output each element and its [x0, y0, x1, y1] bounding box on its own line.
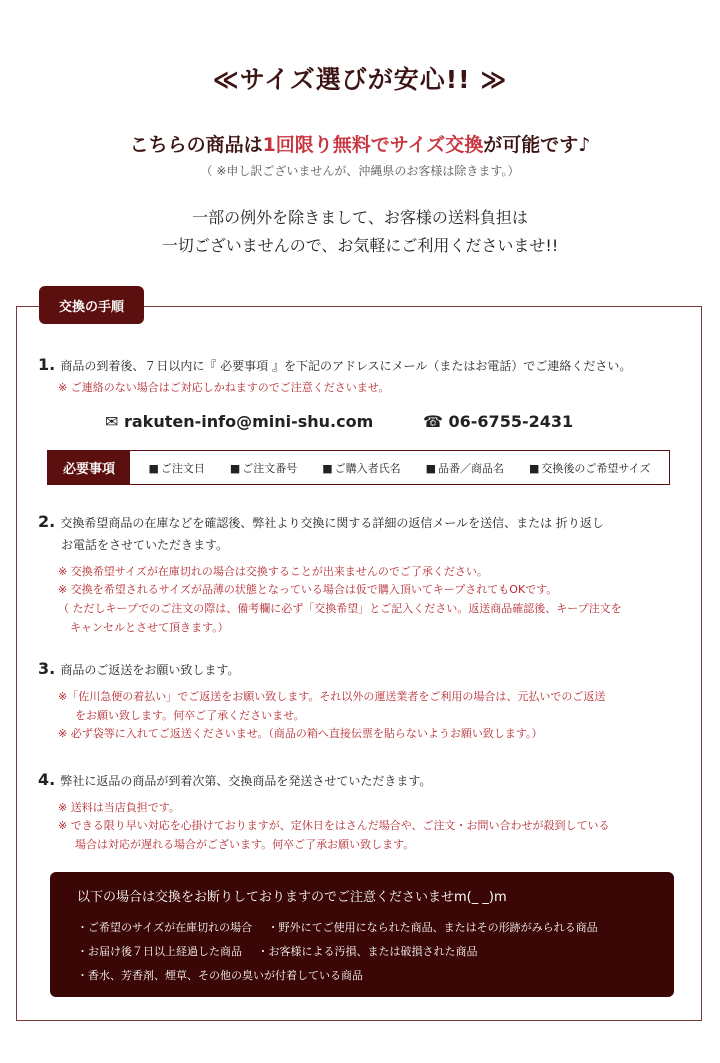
step-3 — [38, 659, 698, 678]
required-item: ■ ご購入者氏名 — [322, 460, 400, 476]
required-item: ■ 品番／商品名 — [426, 460, 504, 476]
step-1 — [38, 355, 698, 374]
lead-text — [0, 130, 720, 157]
required-item: ■ ご注文番号 — [230, 460, 297, 476]
lead-part2: が可能です♪ — [483, 134, 591, 156]
required-item: ■ 交換後のご希望サイズ — [529, 460, 651, 476]
body-line-1: 一部の例外を除きまして、お客様の送料負担は — [192, 208, 528, 227]
page-title: ≪サイズ選びが安心!! ≫ — [212, 65, 508, 94]
step-4 — [38, 770, 698, 789]
step-2 — [38, 512, 698, 531]
step-4-note: ※ できる限り早い対応を心掛けておりますが、定休日をはさんだ場合や、ご注文・お問い合わせが殺到している — [58, 819, 610, 832]
phone-icon: ☎ — [423, 412, 443, 431]
step-2-note: キャンセルとさせて頂きます。） — [70, 621, 229, 634]
exceptions-row — [77, 967, 375, 983]
contact-phone[interactable] — [423, 412, 573, 431]
body-line-2: 一切ございませんので、お気軽にご利用くださいませ!! — [161, 236, 559, 255]
exceptions-row — [77, 943, 490, 959]
step-4-note: 場合は対応が遅れる場合がございます。何卒ご了承お願い致します。 — [75, 838, 415, 851]
step-text: 弊社に返品の商品が到着次第、交換商品を発送させていただきます。 — [60, 774, 432, 788]
required-label: 必要事項 — [48, 451, 130, 484]
step-3-note: をお願い致します。何卒ご了承くださいませ。 — [75, 709, 305, 722]
procedure-tab: 交換の手順 — [39, 286, 144, 324]
step-number: 2. — [38, 512, 56, 531]
required-box — [47, 450, 670, 485]
lead-highlight: 1回限り無料でサイズ交換 — [262, 134, 484, 156]
step-number: 3. — [38, 659, 56, 678]
mail-icon: ✉ — [105, 412, 119, 431]
step-3-note: ※「佐川急便の着払い」でご返送をお願い致します。それ以外の運送業者をご利用の場合は、元払いでのご返送 — [58, 690, 606, 703]
step-3-note: ※ 必ず袋等に入れてご返送くださいませ。（商品の箱へ直接伝票を貼らないようお願い致します。） — [58, 727, 543, 740]
step-2-note: ※ 交換希望サイズが在庫切れの場合は交換することが出来ませんのでご了承ください。 — [58, 565, 488, 578]
exception-item: ・お客様による汚損、または破損された商品 — [257, 945, 478, 958]
step-2-note: （ ただしキープでのご注文の際は、備考欄に必ず「交換希望」とご記入ください。返送商品確認後、キープ注文を — [58, 602, 622, 615]
phone-text: 06-6755-2431 — [448, 412, 574, 431]
step-1-note: ※ ご連絡のない場合はご対応しかねますのでご注意くださいませ。 — [58, 381, 390, 394]
lead-note: （ ※申し訳ございませんが、沖縄県のお客様は除きます。） — [200, 164, 520, 178]
required-item: ■ ご注文日 — [148, 460, 204, 476]
step-text: 交換希望商品の在庫などを確認後、弊社より交換に関する詳細の返信メールを送信、または 折り返し — [60, 516, 604, 530]
step-2-text-cont: お電話をさせていただきます。 — [61, 538, 229, 552]
contact-email[interactable] — [105, 412, 373, 431]
exception-item: ・ご希望のサイズが在庫切れの場合 — [77, 921, 253, 934]
exception-item: ・お届け後７日以上経過した商品 — [77, 945, 242, 958]
step-4-note: ※ 送料は当店負担です。 — [58, 801, 180, 814]
email-text: rakuten-info@mini-shu.com — [123, 412, 374, 431]
lead-part1: こちらの商品は — [129, 134, 263, 156]
step-number: 4. — [38, 770, 56, 789]
step-text: 商品のご返送をお願い致します。 — [60, 663, 240, 677]
exceptions-heading: 以下の場合は交換をお断りしておりますのでご注意くださいませm(_ _)m — [77, 890, 507, 905]
exceptions-box — [50, 872, 674, 997]
exception-item: ・香水、芳香剤、煙草、その他の臭いが付着している商品 — [77, 969, 363, 982]
exception-item: ・野外にてご使用になられた商品、またはその形跡がみられる商品 — [267, 921, 598, 934]
step-text: 商品の到着後、７日以内に『 必要事項 』を下記のアドレスにメール（またはお電話）でご連絡ください。 — [60, 359, 632, 373]
exceptions-row — [77, 919, 610, 935]
step-number: 1. — [38, 355, 56, 374]
step-2-note: ※ 交換を希望されるサイズが品薄の状態となっている場合は仮で購入頂いてキープされてもOKです。 — [58, 583, 558, 596]
required-items — [130, 451, 669, 484]
